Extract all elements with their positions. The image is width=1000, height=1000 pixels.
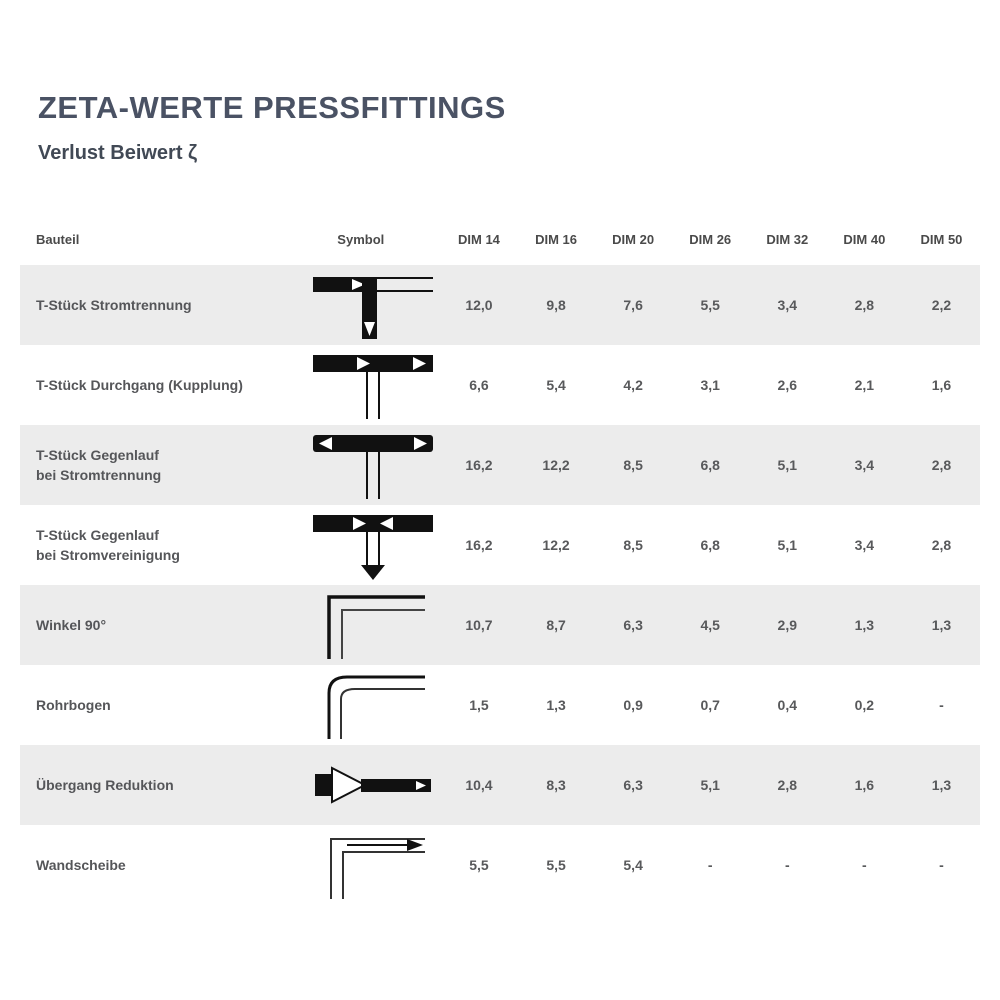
zeta-value: - — [707, 857, 713, 873]
zeta-value: 3,4 — [777, 297, 798, 313]
zeta-value: 12,0 — [465, 297, 493, 313]
zeta-value: 2,6 — [777, 377, 798, 393]
zeta-value: - — [862, 857, 867, 873]
zeta-value: 16,2 — [465, 537, 493, 553]
zeta-value: 2,8 — [931, 537, 952, 553]
zeta-value: 0,9 — [623, 697, 643, 713]
zeta-value: 5,5 — [546, 857, 566, 873]
zeta-value: 2,1 — [854, 377, 875, 393]
zeta-value: 7,6 — [623, 297, 643, 313]
tee-flow-separation-icon — [305, 267, 440, 343]
zeta-value: 2,8 — [777, 777, 798, 793]
zeta-value: 5,1 — [700, 777, 720, 793]
row-label: T-Stück Gegenlauf bei Stromtrennung — [36, 446, 162, 483]
column-header-dim40: DIM 40 — [826, 213, 903, 265]
tee-counterflow-separation-icon — [305, 427, 440, 503]
row-label: Übergang Reduktion — [36, 776, 174, 793]
table-row — [20, 745, 980, 825]
zeta-value: 12,2 — [542, 457, 570, 473]
wall-plate-elbow-icon — [305, 827, 440, 903]
zeta-value: 5,4 — [546, 377, 566, 393]
zeta-value: 3,1 — [700, 377, 720, 393]
zeta-value: 1,3 — [931, 777, 952, 793]
tee-straight-through-icon — [305, 347, 440, 423]
table-row — [20, 825, 980, 905]
zeta-value: 0,7 — [700, 697, 720, 713]
table-row — [20, 505, 980, 585]
page-subtitle: Verlust Beiwert ζ — [38, 142, 198, 164]
zeta-value: 6,8 — [700, 457, 720, 473]
zeta-value: 6,3 — [623, 777, 643, 793]
zeta-value: 6,6 — [469, 377, 489, 393]
row-label: Rohrbogen — [36, 696, 111, 713]
zeta-value: 9,8 — [546, 297, 566, 313]
zeta-value: 5,1 — [777, 537, 798, 553]
zeta-value: 16,2 — [465, 457, 493, 473]
zeta-value: 8,5 — [623, 537, 643, 553]
column-header-dim14: DIM 14 — [440, 213, 517, 265]
table-row — [20, 265, 980, 345]
zeta-value: 0,4 — [777, 697, 798, 713]
zeta-value: 2,9 — [777, 617, 798, 633]
zeta-value: 4,2 — [623, 377, 643, 393]
column-header-dim20: DIM 20 — [595, 213, 672, 265]
zeta-value: 1,3 — [931, 617, 952, 633]
table-row — [20, 425, 980, 505]
column-header-dim50: DIM 50 — [903, 213, 980, 265]
zeta-value: 6,3 — [623, 617, 643, 633]
zeta-value: 8,7 — [546, 617, 566, 633]
pipe-bend-icon — [305, 667, 440, 743]
row-label: T-Stück Gegenlauf bei Stromvereinigung — [36, 526, 180, 563]
zeta-value: 1,6 — [854, 777, 875, 793]
table-row — [20, 665, 980, 745]
zeta-value: 2,8 — [931, 457, 952, 473]
zeta-value: 1,6 — [931, 377, 952, 393]
table-row — [20, 345, 980, 425]
zeta-value: - — [939, 857, 944, 873]
zeta-value: 8,5 — [623, 457, 643, 473]
zeta-value: 1,3 — [854, 617, 875, 633]
zeta-value: 6,8 — [700, 537, 720, 553]
column-header-dim16: DIM 16 — [518, 213, 595, 265]
zeta-value: 10,4 — [465, 777, 493, 793]
zeta-value: 5,1 — [777, 457, 798, 473]
zeta-value: 12,2 — [542, 537, 570, 553]
zeta-value: 5,5 — [700, 297, 720, 313]
zeta-value: - — [784, 857, 790, 873]
row-label: Winkel 90° — [36, 616, 107, 633]
tee-counterflow-merge-icon — [305, 507, 440, 583]
zeta-value: 1,5 — [469, 697, 489, 713]
zeta-value: 1,3 — [546, 697, 566, 713]
row-label: T-Stück Durchgang (Kupplung) — [36, 376, 243, 393]
zeta-value: 5,5 — [469, 857, 489, 873]
table-header-row — [20, 213, 980, 265]
reducer-icon — [305, 747, 440, 823]
row-label: Wandscheibe — [36, 856, 126, 873]
row-label: T-Stück Stromtrennung — [36, 296, 192, 313]
column-header-dim26: DIM 26 — [672, 213, 749, 265]
zeta-value: 2,2 — [931, 297, 952, 313]
zeta-value: 2,8 — [854, 297, 875, 313]
zeta-value: 4,5 — [700, 617, 720, 633]
column-header-symbol: Symbol — [305, 213, 440, 265]
page-title: ZETA-WERTE PRESSFITTINGS — [38, 90, 506, 125]
zeta-value: 0,2 — [854, 697, 875, 713]
zeta-value: 3,4 — [854, 457, 875, 473]
zeta-value: 10,7 — [465, 617, 493, 633]
elbow-90-icon — [305, 587, 440, 663]
zeta-value: 3,4 — [854, 537, 875, 553]
table-row — [20, 585, 980, 665]
column-header-dim32: DIM 32 — [749, 213, 826, 265]
zeta-values-table — [20, 213, 980, 905]
zeta-value: 5,4 — [623, 857, 643, 873]
zeta-value: - — [939, 697, 944, 713]
zeta-value: 8,3 — [546, 777, 566, 793]
column-header-bauteil: Bauteil — [20, 213, 305, 265]
